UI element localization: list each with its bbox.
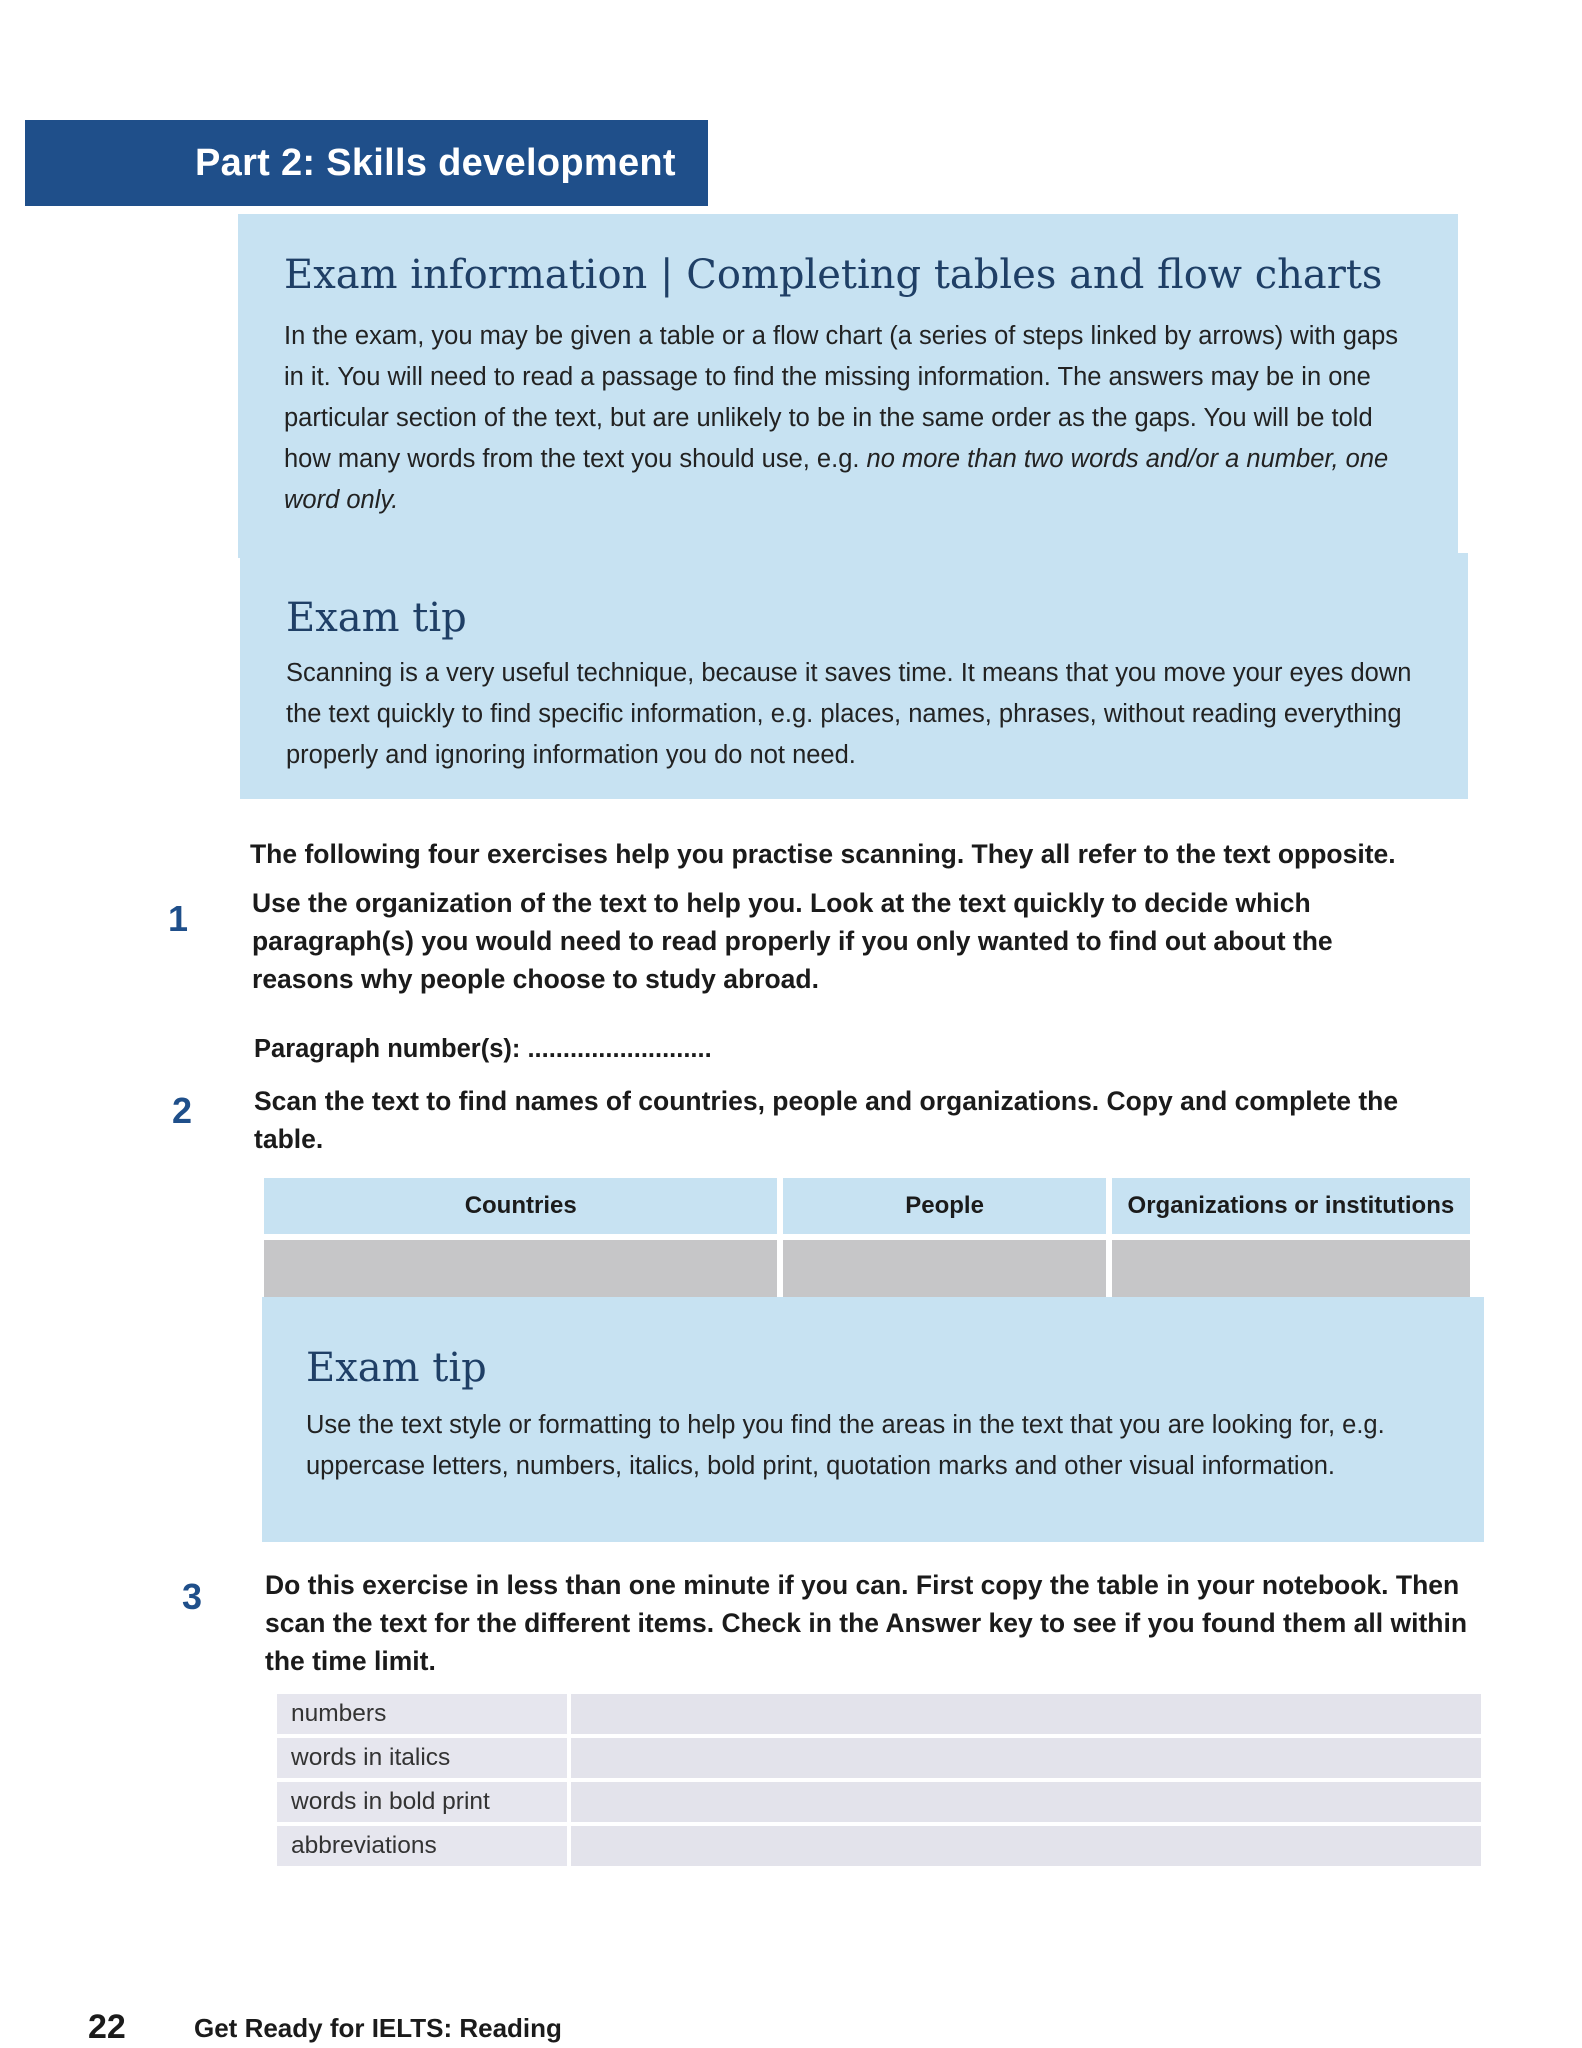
header-people: People (783, 1178, 1105, 1234)
page-number: 22 (88, 2008, 126, 2046)
row-label: numbers (277, 1694, 567, 1734)
exam-tip-box-1 (240, 553, 1468, 799)
answer-cell (571, 1738, 1481, 1778)
names-table (258, 1172, 1476, 1304)
row-label: abbreviations (277, 1826, 567, 1866)
section-banner: Part 2: Skills development (25, 120, 708, 206)
exam-tip-heading: Exam tip (306, 1345, 487, 1391)
row-label: words in bold print (277, 1782, 567, 1822)
table-row (277, 1826, 1481, 1866)
exam-tip-text: Scanning is a very useful technique, because it saves time. It means that you move your eyes down the text quickly to find specific information, e.g. places, names, phrases, without reading everything properly and ignoring information you do not need. (286, 659, 1412, 769)
countries-cell (264, 1240, 777, 1298)
exercise-3-text: Do this exercise in less than one minute if you can. First copy the table in your notebook. Then scan the text for the different items. Check in the Answer key to see if you found them all within the time limit. (265, 1570, 1468, 1676)
exercise-3-number: 3 (182, 1576, 203, 1617)
table-row (277, 1694, 1481, 1734)
exam-tip-text: Use the text style or formatting to help you find the areas in the text that you are looking for, e.g. uppercase letters, numbers, italics, bold print, quotation marks and other visual information. (306, 1411, 1385, 1480)
book-title: Get Ready for IELTS: Reading (194, 2013, 562, 2043)
people-cell (783, 1240, 1105, 1298)
row-label: words in italics (277, 1738, 567, 1778)
exam-information-text: In the exam, you may be given a table or a flow chart (a series of steps linked by arrows) with gaps in it. You will need to read a passage to find the missing information. The answers may be in one particular section of the text, but are unlikely to be in the same order as the gaps. You will be told how many words from the text you should use, e.g. no more than two words and/or a number, one word only. (284, 322, 1399, 514)
organizations-cell (1112, 1240, 1470, 1298)
exam-tip-heading: Exam tip (286, 595, 467, 641)
header-organizations: Organizations or institutions (1112, 1178, 1470, 1234)
exercise-1-text: Use the organization of the text to help you. Look at the text quickly to decide which paragraph(s) you would need to read properly if you only wanted to find out about the reasons why people choose to study abroad. (252, 888, 1333, 994)
exercise-2-text: Scan the text to find names of countries, people and organizations. Copy and complete the table. (254, 1086, 1399, 1154)
table-row (277, 1738, 1481, 1778)
exam-information-heading: Exam information | Completing tables and flow charts (284, 252, 1383, 298)
exercise-1-number: 1 (168, 898, 189, 939)
answer-cell (571, 1826, 1481, 1866)
paragraph-number-answer: Paragraph number(s): .......................... (254, 1035, 712, 1063)
exercises-intro: The following four exercises help you practise scanning. They all refer to the text opposite. (250, 839, 1396, 869)
scan-items-table (273, 1690, 1485, 1870)
header-countries: Countries (264, 1178, 777, 1234)
exercise-2-number: 2 (172, 1090, 193, 1131)
answer-cell (571, 1694, 1481, 1734)
table-row (277, 1782, 1481, 1822)
answer-cell (571, 1782, 1481, 1822)
exam-information-box (238, 214, 1458, 558)
exam-tip-box-2 (262, 1297, 1484, 1542)
